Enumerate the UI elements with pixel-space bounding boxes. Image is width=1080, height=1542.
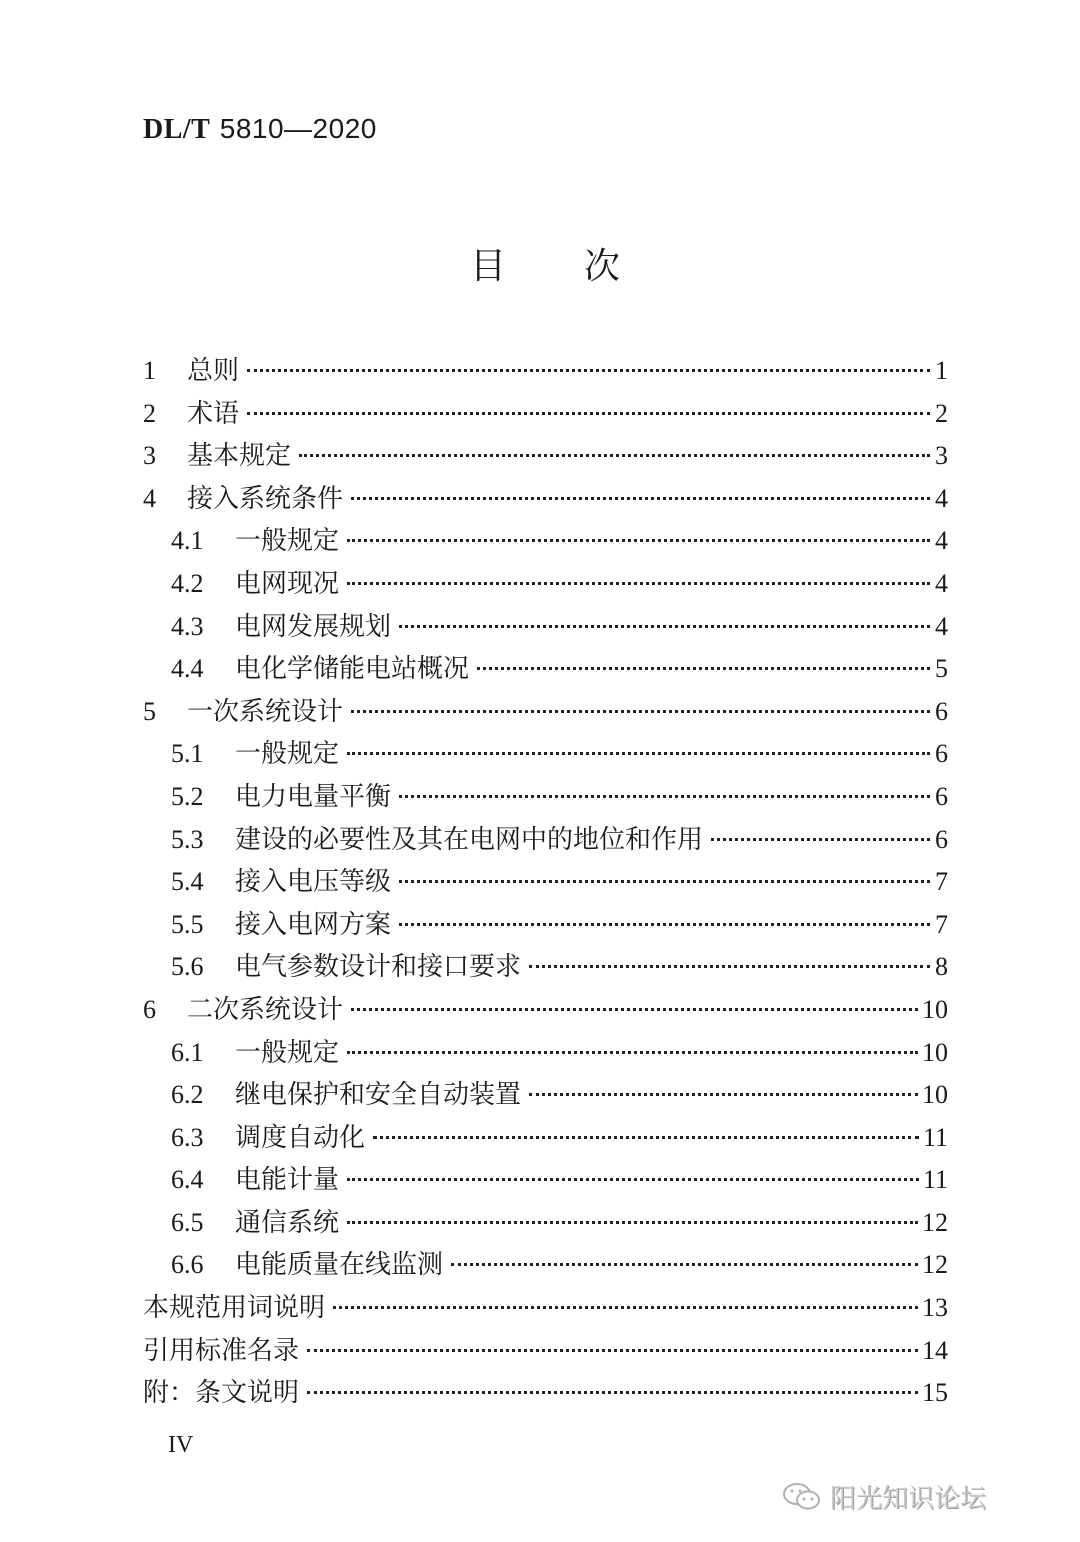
toc-entry[interactable]	[143, 946, 948, 989]
toc-entry-page: 11	[922, 1165, 948, 1195]
toc-entry[interactable]	[143, 1287, 948, 1330]
dot-leader	[347, 752, 930, 755]
toc-entry-page: 6	[935, 824, 948, 854]
toc-entry-label: 二次系统设计	[187, 994, 344, 1025]
toc-entry-page: 12	[922, 1207, 948, 1237]
toc-entry-number: 6.1	[171, 1037, 204, 1067]
dot-leader	[347, 539, 930, 542]
toc-entry-number: 5.2	[171, 781, 204, 811]
dot-leader	[247, 369, 930, 372]
toc-entry[interactable]	[143, 733, 948, 776]
toc-entry-page: 15	[922, 1378, 948, 1408]
toc-entry-page: 4	[935, 611, 948, 641]
dot-leader	[347, 582, 930, 585]
toc-entry-number: 1	[143, 356, 156, 385]
toc-entry-label: 本规范用词说明	[143, 1293, 326, 1324]
toc-entry-label: 一般规定	[235, 526, 340, 557]
toc-entry-page: 8	[935, 952, 948, 982]
toc-entry[interactable]	[143, 478, 948, 521]
standard-prefix: DL/T	[143, 114, 211, 145]
toc-entry-page: 7	[935, 909, 948, 939]
toc-entry-page: 4	[935, 483, 948, 513]
toc-entry-label: 建设的必要性及其在电网中的地位和作用	[235, 824, 704, 855]
toc-entry-label: 基本规定	[187, 441, 292, 472]
toc-entry[interactable]	[143, 563, 948, 606]
toc-entry-number: 5.5	[171, 909, 204, 939]
toc-entry-number: 6.3	[171, 1122, 204, 1152]
toc-entry-label: 电化学储能电站概况	[235, 654, 470, 685]
toc-entry-label: 接入电压等级	[235, 867, 392, 898]
dot-leader	[347, 1178, 919, 1181]
toc-entry[interactable]	[143, 1032, 948, 1075]
dot-leader	[477, 667, 930, 670]
toc-entry[interactable]	[143, 776, 948, 819]
toc-entry-page: 10	[922, 1080, 948, 1110]
toc-entry-label: 电网发展规划	[235, 611, 392, 642]
toc-entry-label: 术语	[187, 398, 240, 429]
toc-entry-label: 一般规定	[235, 739, 340, 770]
table-of-contents	[143, 350, 948, 1415]
toc-entry-number: 6.2	[171, 1080, 204, 1110]
toc-entry-number: 6.5	[171, 1207, 204, 1237]
toc-title: 目次	[470, 246, 699, 287]
toc-entry-page: 5	[935, 654, 948, 684]
toc-entry-label: 电力电量平衡	[235, 781, 392, 812]
toc-entry-number: 5.6	[171, 952, 204, 982]
toc-entry-number: 6.4	[171, 1165, 204, 1195]
toc-entry[interactable]	[143, 393, 948, 436]
dot-leader	[351, 497, 930, 500]
toc-entry-page: 10	[922, 994, 948, 1024]
toc-entry-page: 14	[922, 1335, 948, 1365]
toc-entry-number: 2	[143, 398, 156, 428]
toc-entry-page: 6	[935, 739, 948, 769]
toc-entry[interactable]	[143, 606, 948, 649]
dot-leader	[399, 625, 930, 628]
standard-number: 5810—2020	[219, 113, 377, 144]
toc-entry-page: 2	[935, 398, 948, 428]
dot-leader	[299, 454, 930, 457]
toc-entry-label: 总则	[187, 356, 240, 386]
toc-entry-label: 电网现况	[235, 568, 340, 599]
toc-entry-label: 电能质量在线监测	[235, 1250, 444, 1281]
toc-entry-page: 7	[935, 867, 948, 897]
toc-entry-label: 接入电网方案	[235, 909, 392, 940]
toc-entry[interactable]	[143, 1074, 948, 1117]
page-number: IV	[168, 1432, 194, 1458]
dot-leader	[399, 923, 930, 926]
watermark	[782, 1478, 986, 1515]
toc-entry-page: 10	[922, 1037, 948, 1067]
toc-entry-label: 通信系统	[235, 1207, 340, 1238]
toc-entry[interactable]	[143, 435, 948, 478]
toc-entry-number: 5.3	[171, 824, 204, 854]
dot-leader	[529, 965, 930, 968]
dot-leader	[333, 1306, 918, 1309]
toc-entry-number: 5	[143, 696, 156, 726]
toc-entry-label: 一次系统设计	[187, 696, 344, 727]
toc-entry[interactable]	[143, 819, 948, 862]
dot-leader	[247, 412, 930, 415]
dot-leader	[529, 1093, 918, 1096]
toc-entry[interactable]	[143, 1244, 948, 1287]
toc-entry[interactable]	[143, 989, 948, 1032]
toc-entry-number: 3	[143, 441, 156, 471]
toc-entry-number: 4.1	[171, 526, 204, 556]
dot-leader	[351, 710, 930, 713]
dot-leader	[351, 1008, 918, 1011]
watermark-text: 阳光知识论坛	[830, 1484, 987, 1514]
toc-entry-number: 4	[143, 483, 156, 513]
wechat-icon	[782, 1481, 822, 1513]
toc-entry-number: 4.2	[171, 568, 204, 598]
toc-entry[interactable]	[143, 904, 948, 947]
dot-leader	[711, 838, 930, 841]
toc-entry-page: 6	[935, 696, 948, 726]
toc-entry-page: 11	[922, 1122, 948, 1152]
standard-code	[143, 112, 377, 146]
toc-entry-number: 4.4	[171, 654, 204, 684]
toc-entry-number: 6	[143, 994, 156, 1024]
toc-entry-label: 接入系统条件	[187, 483, 344, 514]
toc-entry-label: 电能计量	[235, 1165, 340, 1196]
toc-entry-label: 附：条文说明	[143, 1378, 300, 1409]
dot-leader	[307, 1391, 918, 1394]
toc-entry-label: 调度自动化	[235, 1122, 366, 1153]
toc-entry-number: 4.3	[171, 611, 204, 641]
dot-leader	[399, 880, 930, 883]
dot-leader	[399, 795, 930, 798]
toc-entry[interactable]	[143, 648, 948, 691]
toc-entry[interactable]	[143, 1117, 948, 1160]
dot-leader	[347, 1221, 918, 1224]
toc-entry[interactable]	[143, 520, 948, 563]
toc-entry-label: 继电保护和安全自动装置	[235, 1080, 522, 1111]
toc-entry-number: 5.4	[171, 867, 204, 897]
toc-entry-page: 12	[922, 1250, 948, 1280]
toc-entry-number: 6.6	[171, 1250, 204, 1280]
toc-entry-page: 1	[935, 356, 948, 385]
toc-entry[interactable]	[143, 861, 948, 904]
dot-leader	[451, 1263, 918, 1266]
dot-leader	[373, 1136, 919, 1139]
toc-entry-page: 6	[935, 781, 948, 811]
toc-entry-label: 一般规定	[235, 1037, 340, 1068]
toc-entry-page: 4	[935, 526, 948, 556]
toc-entry[interactable]	[143, 1202, 948, 1245]
toc-entry-page: 13	[922, 1293, 948, 1323]
toc-entry-label: 引用标准名录	[143, 1335, 300, 1366]
toc-entry-page: 4	[935, 568, 948, 598]
toc-entry-page: 3	[935, 441, 948, 471]
toc-entry[interactable]	[143, 691, 948, 734]
toc-entry-label: 电气参数设计和接口要求	[235, 952, 522, 983]
toc-entry[interactable]	[143, 1330, 948, 1373]
toc-entry[interactable]	[143, 1372, 948, 1415]
dot-leader	[347, 1051, 918, 1054]
toc-entry[interactable]	[143, 350, 948, 393]
toc-entry[interactable]	[143, 1159, 948, 1202]
toc-entry-number: 5.1	[171, 739, 204, 769]
dot-leader	[307, 1349, 918, 1352]
